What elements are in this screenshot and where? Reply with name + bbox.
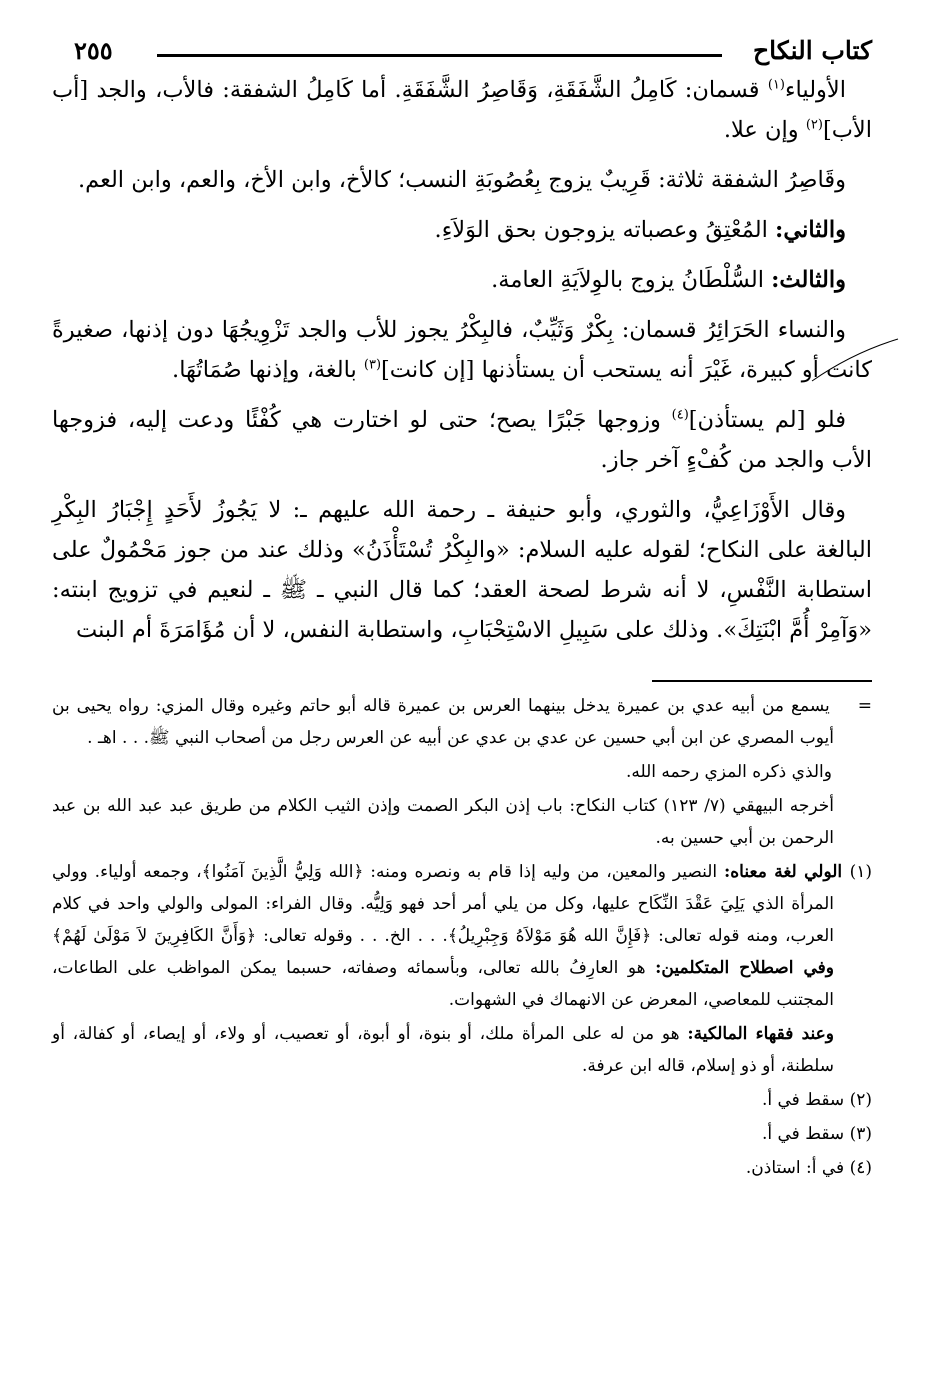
footnote-1: (١) الولي لغة معناه: النصير والمعين، من وليه إذا قام به ونصره ومنه: ﴿الله وَلِيُّ الَّذِينَ آمَنُوا﴾، وجمعه أولياء. وولي المرأة الذي يَلِيَ عَقْدَ النِّكَاح عليها، وكل من يلي أمر أحد فهو وَلِيُّه. وقال الفراء: المولى والولي واحد في كلام العرب، ومنه قوله تعالى: ﴿فَإِنَّ الله هُوَ مَوْلاَهُ وَجِبْرِيلُ﴾. . . الخ. . . وقوله تعالى: ﴿وَأَنَّ الكَافِرِينَ لاَ مَوْلَىٰ لَهُمْ﴾ وفي اصطلاح المتكلمين: هو العارِفُ بالله تعالى، وبأسمائه وصفاته، حسبما يمكن المواظب على الطاعات، المجتنب للمعاصي، المعرض عن الانهماك في الشهوات. (52, 862, 872, 1010)
footnote-separator (652, 680, 872, 682)
margin-pen-stroke (810, 335, 900, 385)
footnote-ref-2: (٢) (805, 117, 823, 133)
chapter-title: كتاب النكاح (753, 36, 872, 65)
header-rule (157, 54, 722, 57)
paragraph-deficient-compassion: وقَاصِرُ الشفقة ثلاثة: قَرِيبٌ يزوج بِعُصُوبَةِ النسب؛ كالأخ، وابن الأخ، والعم، وابن العم. (77, 167, 846, 193)
footnote-4: (٤) في أ: استاذن. (745, 1158, 872, 1178)
footnote-ref-1: (١) (767, 77, 785, 93)
paragraph-free-women: والنساء الحَرَائِرُ قسمان: بِكْرٌ وَثَيِّبٌ، فالبِكْرُ يجوز للأب والجد تَزْوِيجُهَا دون إذنها، صغيرةً كانت أو كبيرة، غَيْرَ أنه يستحب أن يستأذنها [إن كانت]$^{(٣)}$ بالغة، وإذنها صُمَاتُهَا. (52, 317, 872, 383)
footnote-3: (٣) سقط في أ. (761, 1124, 872, 1144)
footnote-continued-2: والذي ذكره المزي رحمه الله. (625, 762, 832, 782)
footnote-ref-4: (٤) (671, 407, 689, 423)
footnote-1-maliki: وعند فقهاء المالكية: هو من له على المرأة ملك، أو بنوة، أو أبوة، أو تعصيب، أو ولاء، أو إيصاء، أو كفالة، أو سلطنة، أو ذو إسلام، قاله ابن عرفة. (52, 1024, 834, 1076)
footnotes (52, 690, 872, 1184)
footnote-ref-3: (٣) (363, 357, 382, 373)
footnote-2: (٢) سقط في أ. (761, 1090, 872, 1110)
paragraph-guardians: الأولياء$^{(١)}$ قسمان: كَامِلُ الشَّفَقَةِ، وَقَاصِرُ الشَّفَقَةِ. أما كَامِلُ الشفقة: فالأب، والجد [أب الأب]$^{(٢)}$ وإن علا. (52, 77, 872, 143)
paragraph-awzai-opinion: وقال الأَوْزَاعِيُّ، والثوري، وأبو حنيفة ـ رحمة الله عليهم ـ: لا يَجُوزُ لأَحَدٍ إِجْبَارُ البِكْرِ البالغة على النكاح؛ لقوله عليه السلام: «والبِكْرُ تُسْتَأْذَنُ» وذلك عند من جوز مَحْمُولٌ على استطابة النَّفْسِ، لا أنه شرط لصحة العقد؛ كما قال النبي ـ ﷺ ـ لنعيم في تزويج ابنته: «وَآمِرْ أُمَّ ابْنَتِكَ». وذلك على سَبِيلِ الاسْتِحْبَابِ، واستطابة النفس، لا أن مُؤَامَرَةَ أم البنت (52, 497, 872, 643)
page-number: ٢٥٥ (74, 36, 113, 65)
footnote-continued: = يسمع من أبيه عدي بن عميرة يدخل بينهما العرس بن عميرة قاله أبو حاتم وغيره وقال المزي: رواه يحيى بن أيوب المصري عن ابن أبي حسين عن عدي بن عدي عن أبيه عن العرس رجل من أصحاب النبي ﷺ. . . اهـ . (52, 696, 872, 748)
page-header (52, 26, 872, 70)
main-text (52, 70, 872, 650)
book-page (52, 26, 872, 1186)
paragraph-forced-marriage: فلو [لم يستأذن]$^{(٤)}$ وزوجها جَبْرًا يصح؛ حتى لو اختارت هي كُفْئًا ودعت إليه، فزوجها الأب والجد من كُفْءٍ آخر جاز. (52, 407, 872, 473)
paragraph-second: والثاني: المُعْتِقُ وعصباته يزوجون بحق الوَلاَءِ. (434, 217, 846, 243)
paragraph-third: والثالث: السُّلْطَانُ يزوج بالوِلاَيَةِ العامة. (491, 267, 846, 293)
footnote-continued-3: أخرجه البيهقي (٧/ ١٢٣) كتاب النكاح: باب إذن البكر الصمت وإذن الثيب الكلام من طريق عبد عبد الله بن عبد الرحمن بن أبي حسين به. (52, 796, 834, 848)
